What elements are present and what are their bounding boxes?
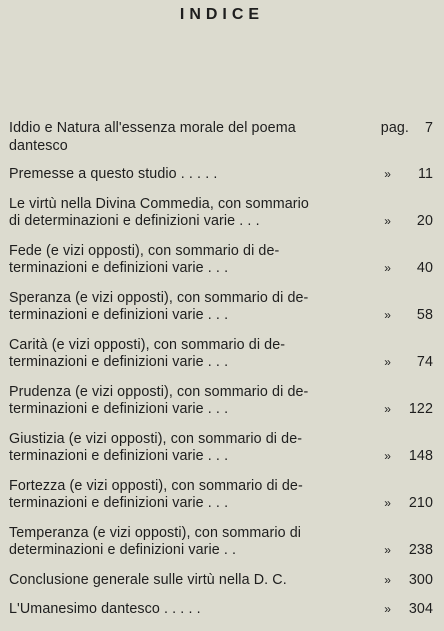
toc-entry [9,166,435,184]
toc-entry-text: Speranza (e vizi opposti), con sommario di de- [9,289,309,306]
toc-ditto-mark: » [384,402,391,416]
toc-entry-text: determinazioni e definizioni varie . . [9,542,237,558]
table-of-contents [9,120,435,631]
toc-page-number: 122 [408,401,433,417]
toc-entry-text: Carità (e vizi opposti), con sommario di de- [9,336,286,353]
toc-page-number: 40 [416,260,433,276]
toc-entry [9,572,435,590]
toc-entry-text: Fede (e vizi opposti), con sommario di de- [9,242,280,259]
toc-entry [9,243,435,278]
toc-page-number: 7 [424,120,433,136]
toc-entry-text: Le virtù nella Divina Commedia, con sommario [9,195,309,212]
toc-page-number: 74 [416,354,433,370]
toc-entry [9,478,435,513]
toc-entry-text: terminazioni e definizioni varie . . . [9,401,229,417]
toc-entry-text: Iddio e Natura all'essenza morale del poema [9,120,296,136]
toc-ditto-mark: » [384,572,391,587]
toc-ditto-mark: » [384,543,391,557]
toc-page-number: 11 [417,166,433,182]
toc-ditto-mark: » [384,496,391,510]
toc-entry [9,431,435,466]
toc-entry [9,196,435,231]
toc-entry-text: terminazioni e definizioni varie . . . [9,260,229,276]
toc-entry-text: terminazioni e definizioni varie . . . [9,495,229,511]
toc-entry-text: terminazioni e definizioni varie . . . [9,307,229,323]
toc-page-number: 148 [408,448,433,464]
toc-entry [9,120,435,155]
toc-entry [9,384,435,419]
toc-page-number: 300 [408,571,433,588]
toc-entry-text: Conclusione generale sulle virtù nella D. C. [9,571,287,588]
toc-entry-text: terminazioni e definizioni varie . . . [9,448,229,464]
toc-entry [9,290,435,325]
page-title: INDICE [179,6,265,23]
toc-page-number: 20 [416,213,433,229]
toc-entry-text: L'Umanesimo dantesco . . . . . [9,601,201,617]
toc-page-number: 210 [408,495,433,511]
toc-ditto-mark: » [384,167,391,181]
toc-entry [9,525,435,560]
toc-ditto-mark: » [384,355,391,369]
toc-page-number: 304 [408,601,433,617]
toc-entry [9,337,435,372]
toc-entry-text: terminazioni e definizioni varie . . . [9,354,229,370]
toc-entry-text: di determinazioni e definizioni varie . . . [9,213,260,229]
toc-ditto-mark: » [384,602,391,616]
toc-entry-text: Giustizia (e vizi opposti), con sommario di de- [9,430,303,447]
toc-ditto-mark: » [384,214,391,228]
toc-entry-text: Temperanza (e vizi opposti), con sommario di [9,524,302,541]
toc-page-number: 58 [416,307,433,323]
toc-entry-text: Premesse a questo studio . . . . . [9,166,218,182]
toc-ditto-mark: » [384,308,391,322]
toc-ditto-mark: » [384,261,391,275]
toc-page-label: pag. [380,120,409,136]
toc-ditto-mark: » [384,449,391,463]
toc-entry-text: dantesco [9,137,68,154]
toc-page-number: 238 [408,542,433,558]
toc-entry-text: Prudenza (e vizi opposti), con sommario di de- [9,383,309,400]
toc-entry [9,601,435,619]
toc-entry-text: Fortezza (e vizi opposti), con sommario di de- [9,477,303,494]
